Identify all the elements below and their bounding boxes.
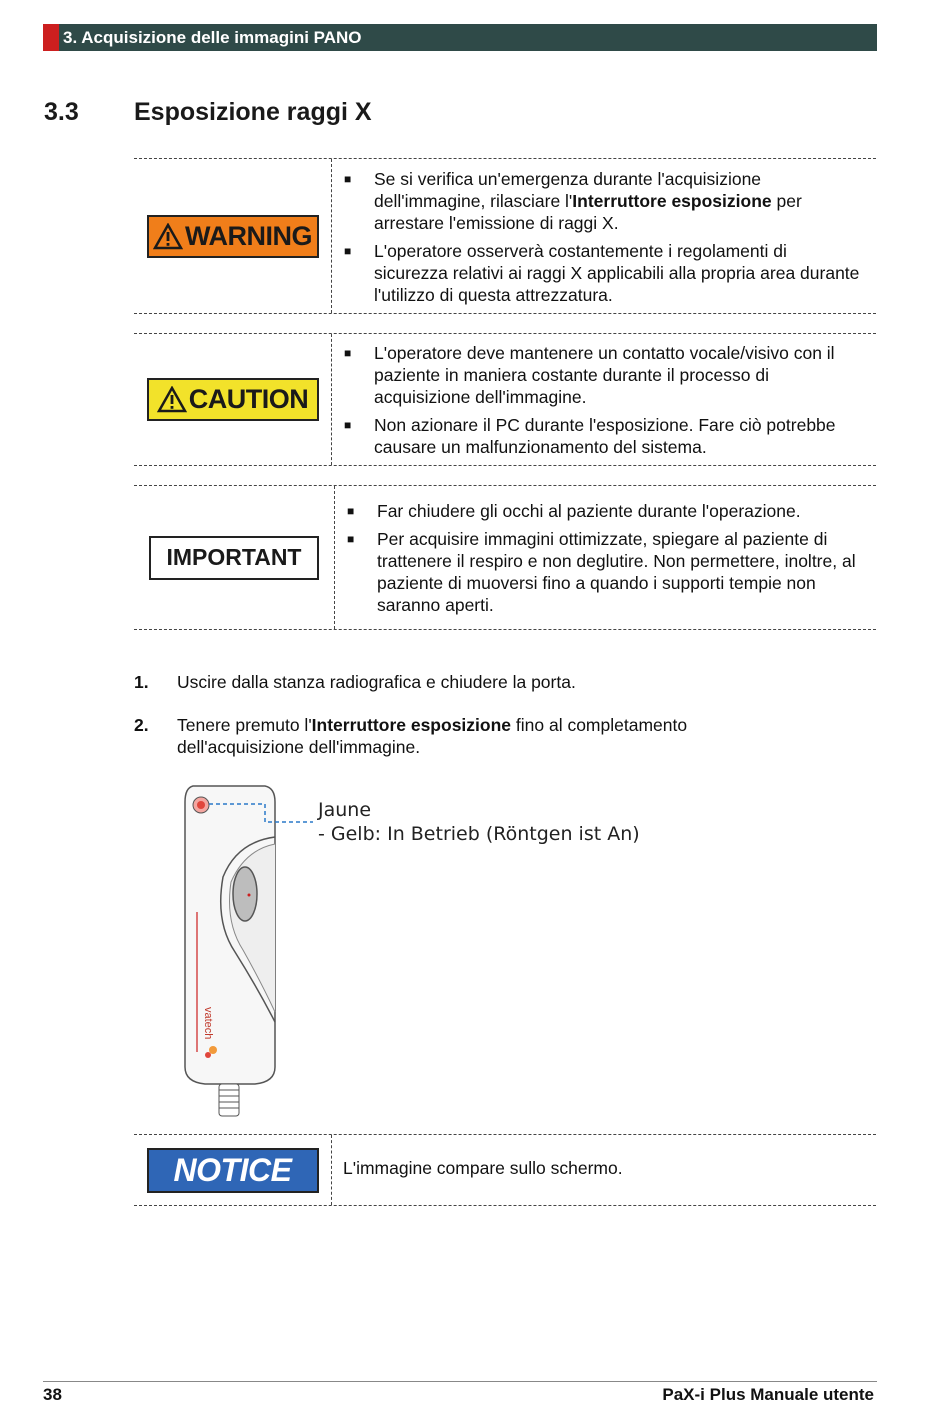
step-2-text-pre: Tenere premuto l' <box>177 715 312 735</box>
exposure-switch-illustration <box>175 782 325 1122</box>
warning-item-1-tail: per arrestare l'emissione di raggi X. <box>374 191 802 233</box>
callout-line-2: - Gelb: In Betrieb (Röntgen ist An) <box>318 823 640 845</box>
callout-line-1: Jaune <box>318 799 372 821</box>
caution-badge-label: CAUTION <box>188 384 309 414</box>
brand-logo-icon <box>209 1046 217 1054</box>
notice-badge-cell <box>134 1135 331 1205</box>
page-number: 38 <box>43 1385 62 1404</box>
bullet-icon: ■ <box>344 346 352 360</box>
caution-triangle-icon <box>157 386 187 413</box>
warning-triangle-icon <box>153 223 183 250</box>
bullet-icon: ■ <box>347 532 355 546</box>
notice-badge-label: NOTICE <box>173 1151 292 1188</box>
warning-box <box>134 158 876 314</box>
document-title: PaX-i Plus Manuale utente <box>662 1385 874 1404</box>
caution-list <box>334 342 864 464</box>
important-badge-label: IMPORTANT <box>166 544 302 570</box>
step-1-text <box>177 671 797 693</box>
bullet-icon: ■ <box>344 418 352 432</box>
section-number: 3.3 <box>44 98 79 126</box>
warning-divider <box>331 159 332 313</box>
important-badge-cell <box>134 486 334 629</box>
caution-box <box>134 333 876 466</box>
list-item <box>337 500 862 522</box>
list-item <box>334 240 864 306</box>
notice-badge <box>147 1148 319 1193</box>
important-badge <box>149 536 319 580</box>
important-item-1-text: Far chiudere gli occhi al paziente durante l'operazione. <box>377 501 801 521</box>
step-2 <box>134 714 834 762</box>
warning-item-1-bold: Interruttore esposizione <box>572 191 772 211</box>
bullet-icon: ■ <box>347 504 355 518</box>
caution-badge-cell <box>134 334 331 465</box>
step-1-text-body: Uscire dalla stanza radiografica e chiudere la porta. <box>177 672 576 692</box>
step-2-text-bold: Interruttore esposizione <box>311 715 512 735</box>
step-1-number: 1. <box>134 672 149 692</box>
notice-text: L'immagine compare sullo schermo. <box>343 1158 623 1178</box>
warning-badge-cell <box>134 159 331 313</box>
warning-item-2-text: L'operatore osserverà costantemente i regolamenti di sicurezza relativi ai raggi X applicabili alla propria area durante l'utilizzo di questa attrezzatura. <box>374 241 860 305</box>
warning-item-1-text: Se si verifica un'emergenza durante l'acquisizione dell'immagine, rilasciare l' <box>374 169 762 211</box>
chapter-header <box>43 24 877 51</box>
chapter-title: 3. Acquisizione delle immagini PANO <box>63 28 362 47</box>
important-list <box>337 500 862 622</box>
status-light-callout <box>318 798 640 846</box>
exposure-button <box>233 867 257 921</box>
step-2-text-post: fino al completamento dell'acquisizione dell'immagine. <box>177 715 688 757</box>
brand-logo-text: vatech <box>202 1007 214 1040</box>
caution-divider <box>331 334 332 465</box>
step-2-text <box>177 714 797 758</box>
section-title: Esposizione raggi X <box>134 98 372 126</box>
bullet-icon: ■ <box>344 244 352 258</box>
step-1 <box>134 671 834 695</box>
notice-divider <box>331 1135 332 1205</box>
footer-rule <box>43 1381 877 1382</box>
list-item <box>334 342 864 408</box>
important-box <box>134 485 876 630</box>
caution-badge <box>147 378 319 421</box>
header-accent-mark <box>43 24 59 51</box>
list-item <box>334 168 864 234</box>
step-2-number: 2. <box>134 715 149 735</box>
important-item-2-text: Per acquisire immagini ottimizzate, spiegare al paziente di trattenere il respiro e non deglutire. Non permettere, inoltre, al paziente di muoversi fino a quando i supporti tempie non saranno aperti. <box>377 529 856 615</box>
important-divider <box>334 486 335 629</box>
caution-item-2-text: Non azionare il PC durante l'esposizione. Fare ciò potrebbe causare un malfunzionamento del sistema. <box>374 415 836 457</box>
warning-badge-label: WARNING <box>185 220 312 251</box>
list-item <box>337 528 862 616</box>
warning-list <box>334 168 864 312</box>
list-item <box>334 414 864 458</box>
warning-badge <box>147 215 319 258</box>
notice-box <box>134 1134 876 1206</box>
caution-item-1-text: L'operatore deve mantenere un contatto vocale/visivo con il paziente in maniera costante durante il processo di acquisizione dell'immagine. <box>374 343 835 407</box>
bullet-icon: ■ <box>344 172 352 186</box>
